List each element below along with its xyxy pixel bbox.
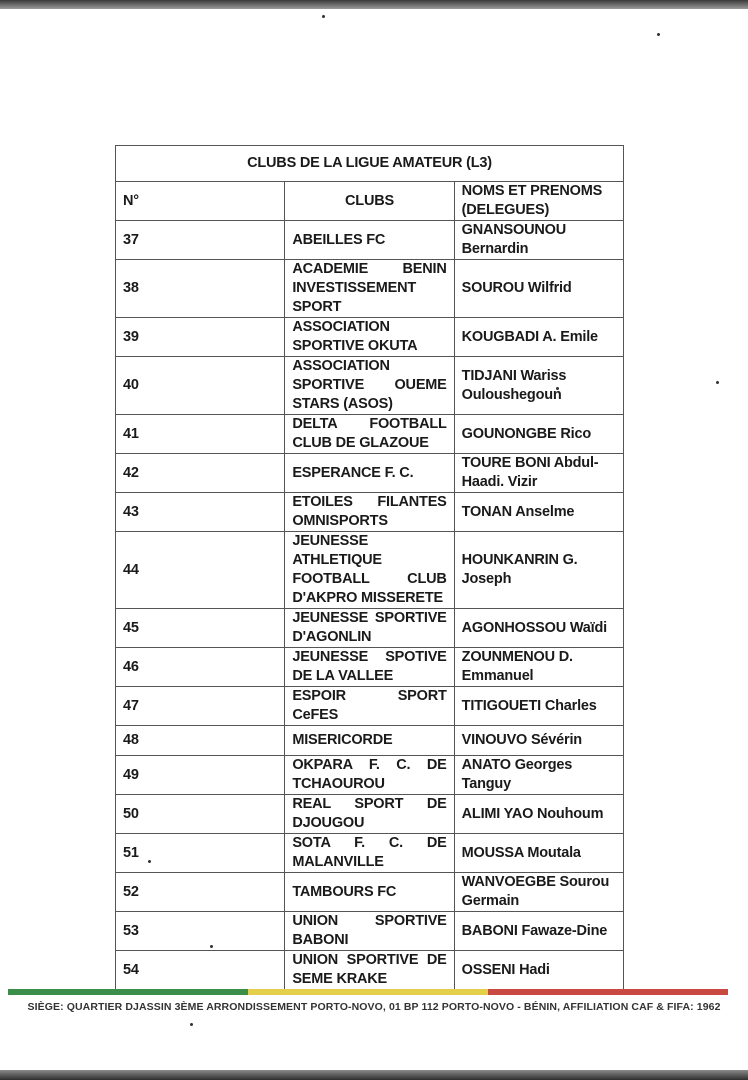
delegate-name: TOURE BONI Abdul-Haadi. Vizir: [454, 454, 623, 493]
club-name: JEUNESSE SPORTIVE D'AGONLIN: [285, 609, 454, 648]
footer-address: SIÈGE: QUARTIER DJASSIN 3ÈME ARRONDISSEMENT PORTO-NOVO, 01 BP 112 PORTO-NOVO - BÉNIN, AFFILIATION CAF & FIFA: 1962: [27, 1001, 721, 1013]
row-number: 43: [116, 493, 285, 532]
row-number: 42: [116, 454, 285, 493]
club-name: UNION SPORTIVE DE SEME KRAKE: [285, 951, 454, 990]
row-number: 39: [116, 318, 285, 357]
row-number: 44: [116, 532, 285, 609]
scan-speck: [716, 381, 719, 384]
delegate-name: OSSENI Hadi: [454, 951, 623, 990]
table-row: [116, 834, 624, 873]
footer-bar-green: [8, 989, 248, 995]
club-name: JEUNESSE ATHLETIQUE FOOTBALL CLUB D'AKPRO MISSERETE: [285, 532, 454, 609]
club-name: ESPERANCE F. C.: [285, 454, 454, 493]
table-row: [116, 221, 624, 260]
footer-bar-yellow: [248, 989, 488, 995]
table-row: [116, 318, 624, 357]
club-name: TAMBOURS FC: [285, 873, 454, 912]
scan-speck: [657, 33, 660, 36]
table-row: [116, 493, 624, 532]
table-row: [116, 756, 624, 795]
club-name: UNION SPORTIVE BABONI: [285, 912, 454, 951]
club-name: REAL SPORT DE DJOUGOU: [285, 795, 454, 834]
delegate-name: ANATO Georges Tanguy: [454, 756, 623, 795]
club-name: DELTA FOOTBALL CLUB DE GLAZOUE: [285, 415, 454, 454]
table-row: [116, 415, 624, 454]
row-number: 40: [116, 357, 285, 415]
club-name: MISERICORDE: [285, 726, 454, 756]
club-name: SOTA F. C. DE MALANVILLE: [285, 834, 454, 873]
scan-speck: [190, 1023, 193, 1026]
clubs-table: [115, 145, 624, 990]
table-header-row: [116, 182, 624, 221]
table-row: [116, 687, 624, 726]
table-row: [116, 609, 624, 648]
table-row: [116, 260, 624, 318]
table-row: [116, 873, 624, 912]
club-name: ASSOCIATION SPORTIVE OUEME STARS (ASOS): [285, 357, 454, 415]
table-row: [116, 726, 624, 756]
delegate-name: GNANSOUNOU Bernardin: [454, 221, 623, 260]
row-number: 46: [116, 648, 285, 687]
table-title: CLUBS DE LA LIGUE AMATEUR (L3): [116, 146, 624, 182]
footer-color-bar: [8, 989, 728, 995]
delegate-name: KOUGBADI A. Emile: [454, 318, 623, 357]
delegate-name: SOUROU Wilfrid: [454, 260, 623, 318]
header-num: N°: [116, 182, 285, 221]
row-number: 38: [116, 260, 285, 318]
header-clubs: CLUBS: [285, 182, 454, 221]
delegate-name: ALIMI YAO Nouhoum: [454, 795, 623, 834]
table-row: [116, 648, 624, 687]
club-name: OKPARA F. C. DE TCHAOUROU: [285, 756, 454, 795]
delegate-name: WANVOEGBE Sourou Germain: [454, 873, 623, 912]
delegate-name: TONAN Anselme: [454, 493, 623, 532]
row-number: 41: [116, 415, 285, 454]
club-name: ASSOCIATION SPORTIVE OKUTA: [285, 318, 454, 357]
table-row: [116, 951, 624, 990]
club-name: ESPOIR SPORT CeFES: [285, 687, 454, 726]
delegate-name: ZOUNMENOU D. Emmanuel: [454, 648, 623, 687]
delegate-name: TIDJANI Wariss Ouloushegoun: [454, 357, 623, 415]
club-name: JEUNESSE SPOTIVE DE LA VALLEE: [285, 648, 454, 687]
header-delegates: NOMS ET PRENOMS (DELEGUES): [454, 182, 623, 221]
footer-bar-red: [488, 989, 728, 995]
row-number: 54: [116, 951, 285, 990]
table-row: [116, 357, 624, 415]
row-number: 37: [116, 221, 285, 260]
row-number: 45: [116, 609, 285, 648]
table-row: [116, 795, 624, 834]
row-number: 49: [116, 756, 285, 795]
row-number: 50: [116, 795, 285, 834]
row-number: 51: [116, 834, 285, 873]
scan-border-top: [0, 0, 748, 9]
row-number: 52: [116, 873, 285, 912]
scan-border-bottom: [0, 1070, 748, 1080]
table-title-row: [116, 146, 624, 182]
scan-speck: [322, 15, 325, 18]
delegate-name: AGONHOSSOU Waïdi: [454, 609, 623, 648]
delegate-name: GOUNONGBE Rico: [454, 415, 623, 454]
club-name: ABEILLES FC: [285, 221, 454, 260]
delegate-name: MOUSSA Moutala: [454, 834, 623, 873]
delegate-name: BABONI Fawaze-Dine: [454, 912, 623, 951]
club-name: ETOILES FILANTES OMNISPORTS: [285, 493, 454, 532]
delegate-name: TITIGOUETI Charles: [454, 687, 623, 726]
row-number: 47: [116, 687, 285, 726]
club-name: ACADEMIE BENIN INVESTISSEMENT SPORT: [285, 260, 454, 318]
table-row: [116, 454, 624, 493]
table-row: [116, 532, 624, 609]
row-number: 48: [116, 726, 285, 756]
delegate-name: HOUNKANRIN G. Joseph: [454, 532, 623, 609]
delegate-name: VINOUVO Sévérin: [454, 726, 623, 756]
row-number: 53: [116, 912, 285, 951]
table-row: [116, 912, 624, 951]
